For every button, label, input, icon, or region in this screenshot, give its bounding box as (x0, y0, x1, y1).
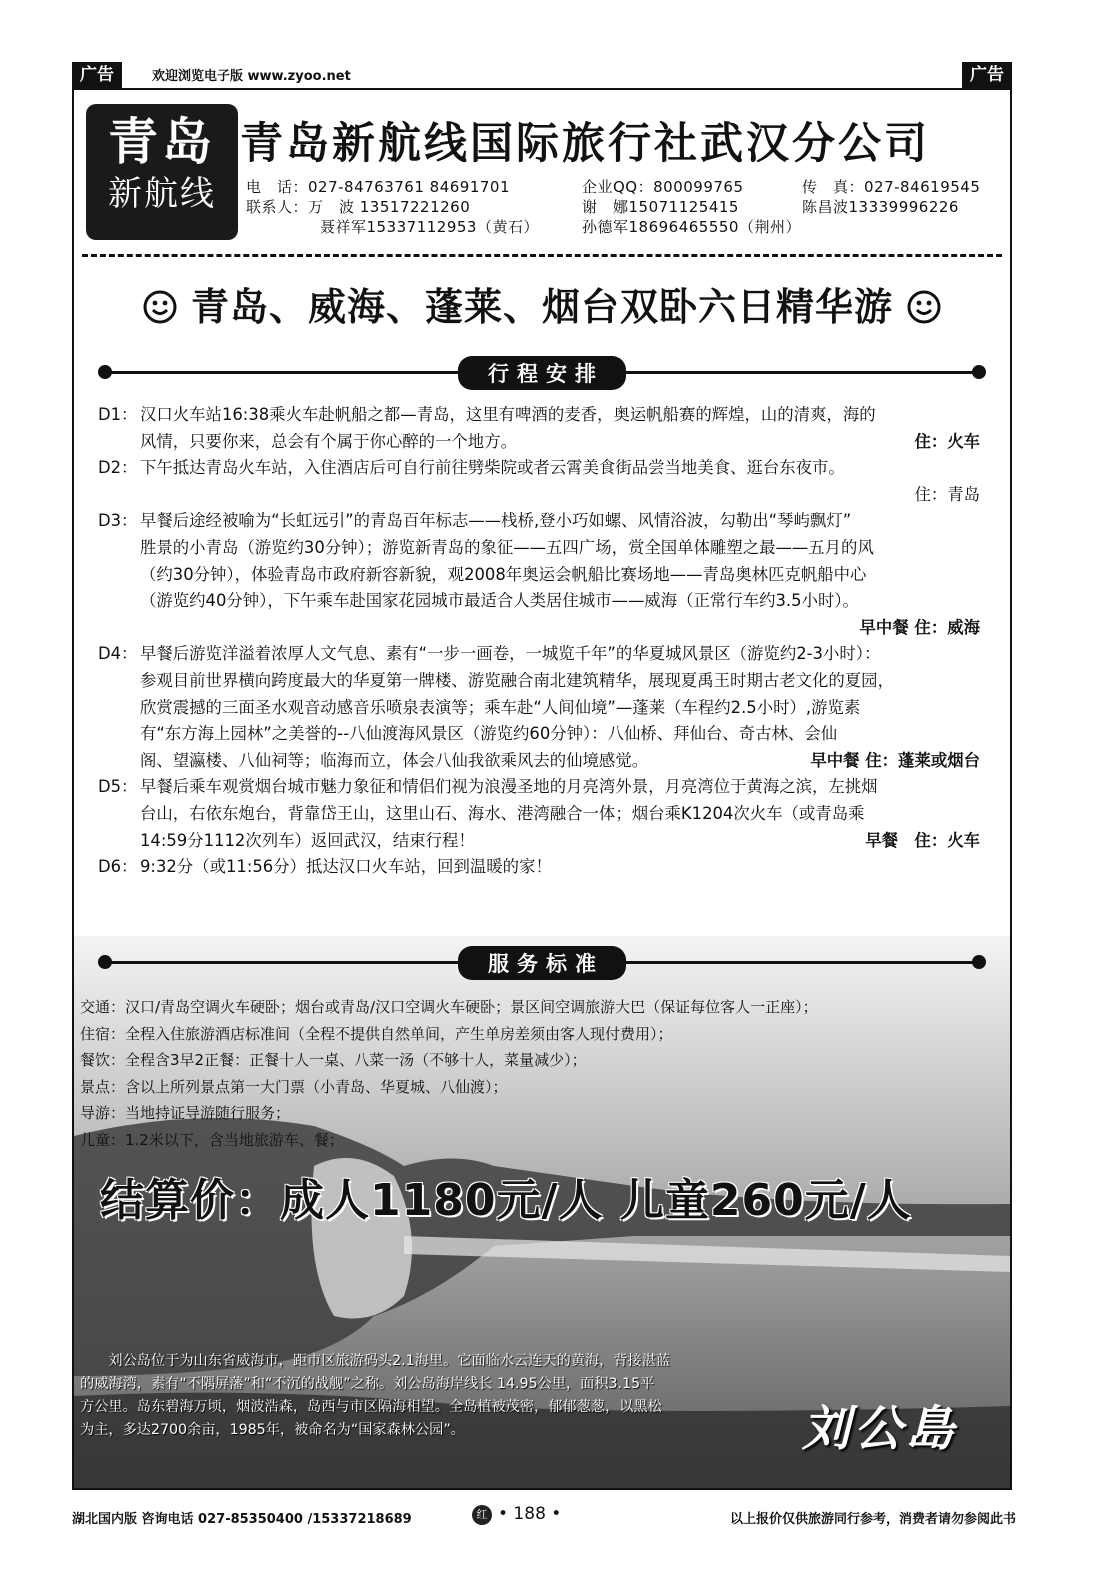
footer-contact: 湖北国内版 咨询电话 027-85350400 /15337218689 (72, 1512, 412, 1527)
itinerary-day (98, 455, 986, 508)
day-text: （约30分钟），体验青岛市政府新容新貌，观2008年奥运会帆船比赛场地——青岛奥林匹克帆船中心 (140, 564, 867, 584)
desc-line: 刘公岛位于为山东省威海市，距市区旅游码头2.1海里。它面临水云连天的黄海，背接湛蓝 (80, 1353, 671, 1369)
desc-line: 为主，多达2700余亩，1985年，被命名为“国家森林公园”。 (80, 1422, 465, 1438)
day-text: 有“东方海上园林”之美誉的--八仙渡海风景区（游览约60分钟）：八仙桥、拜仙台、奇古林、会仙 (140, 724, 838, 744)
service-heading: 服务标准 (458, 946, 626, 980)
dashed-divider (82, 254, 1002, 257)
day-key: D5： (98, 777, 138, 797)
day-text: 9:32分（或11:56分）抵达汉口火车站，回到温暖的家！ (140, 857, 552, 877)
day-text: 早餐后乘车观赏烟台城市魅力象征和情侣们视为浪漫圣地的月亮湾外景，月亮湾位于黄海之滨，左挑烟 (140, 777, 878, 797)
day-key: D3： (98, 511, 138, 531)
itinerary-section-header (102, 356, 982, 388)
smiley-icon (907, 290, 941, 324)
contact-fax: 传 真：027-84619545 (802, 178, 981, 196)
contact-person-5: 孙德军18696465550（荆州） (582, 218, 801, 236)
day-text: 早餐后途经被喻为“长虹远引”的青岛百年标志——栈桥,登小巧如螺、风情浴波，勾勒出“琴屿飘灯” (140, 511, 852, 531)
service-item: 住宿：全程入住旅游酒店标准间（全程不提供自然单间，产生单房差须由客人现付费用）； (80, 1024, 673, 1043)
day-text: 风情，只要你来，总会有个属于你心醉的一个地方。 (140, 431, 517, 451)
contact-person-3: 陈昌波13339996226 (802, 198, 959, 216)
desc-line: 的威海湾，素有“不隅屏藩”和“不沉的战舰”之称。刘公岛海岸线长 14.95公里，面积3.15平 (80, 1376, 655, 1392)
contact-phone: 电 话：027-84763761 84691701 (246, 178, 511, 196)
edition-badge-icon: 红 (472, 1505, 492, 1525)
day-key: D1： (98, 405, 138, 424)
page-footer (72, 1504, 1016, 1528)
itinerary-day (98, 774, 986, 854)
itinerary-list (98, 402, 986, 881)
contact-person-2: 谢 娜15071125415 (582, 198, 739, 216)
bullet-dot-icon (972, 955, 986, 969)
service-section-header (102, 946, 982, 978)
lodging-note: 住：火车 (914, 431, 980, 451)
service-item: 儿童：1.2米以下，含当地旅游车、餐； (80, 1130, 344, 1149)
ad-label-right: 广告 (962, 62, 1012, 88)
day-text: 阁、望瀛楼、八仙祠等；临海而立，体会八仙我欲乘风去的仙境感觉。 (140, 750, 649, 770)
footer-disclaimer: 以上报价仅供旅游同行参考，消费者请勿参阅此书 (729, 1512, 1016, 1527)
island-description (80, 1350, 800, 1442)
settlement-price: 结算价：成人1180元/人 儿童260元/人 (100, 1175, 912, 1226)
contact-person-4: 聂祥军15337112953（黄石） (320, 218, 539, 236)
calligraphy-title: 刘公島 (802, 1401, 959, 1457)
top-header-strip (72, 62, 1012, 88)
lodging-note: 早中餐 住：蓬莱或烟台 (810, 750, 980, 770)
lodging-note: 早中餐 住：威海 (859, 617, 980, 637)
itinerary-heading: 行程安排 (458, 356, 626, 390)
tour-title-text: 青岛、威海、蓬莱、烟台双卧六日精华游 (190, 285, 893, 329)
day-key: D6： (98, 857, 138, 877)
day-key: D2： (98, 458, 138, 478)
day-text: 14:59分1112次列车）返回武汉，结束行程！ (140, 830, 475, 850)
service-item: 交通：汉口/青岛空调火车硬卧；烟台或青岛/汉口空调火车硬卧；景区间空调旅游大巴（保证每位客人一正座）； (80, 998, 818, 1016)
day-text: 早餐后游览洋溢着浓厚人文气息、素有“一步一画卷，一城览千年”的华夏城风景区（游览约2-3小时）： (140, 644, 881, 664)
page-number-text: • 188 • (498, 1504, 562, 1524)
bullet-dot-icon (972, 365, 986, 379)
itinerary-day (98, 508, 986, 641)
logo-line1: 青岛 (108, 113, 216, 171)
day-text: 参观目前世界横向跨度最大的华夏第一牌楼、游览融合南北建筑精华，展现夏禹王时期古老文化的夏园， (140, 670, 894, 690)
itinerary-day (98, 641, 986, 774)
bullet-dot-icon (98, 365, 112, 379)
welcome-text: 欢迎浏览电子版 www.zyoo.net (152, 69, 351, 84)
company-name: 青岛新航线国际旅行社武汉分公司 (240, 119, 930, 169)
contact-person-1: 联系人：万 波 13517221260 (246, 198, 471, 216)
lodging-note: 住：青岛 (914, 484, 980, 504)
page-number (472, 1504, 561, 1525)
ad-label-left: 广告 (72, 62, 122, 88)
smiley-icon (143, 290, 177, 324)
service-item: 景点：含以上所列景点第一大门票（小青岛、华夏城、八仙渡）； (80, 1077, 508, 1096)
logo-line2: 新航线 (108, 174, 216, 214)
service-item: 餐饮：全程含3早2正餐：正餐十人一桌、八菜一汤（不够十人，菜量减少）； (80, 1051, 587, 1069)
bullet-dot-icon (98, 955, 112, 969)
contact-qq: 企业QQ：800099765 (582, 178, 744, 196)
service-item: 导游：当地持证导游随行服务； (80, 1104, 291, 1122)
company-logo (86, 104, 238, 240)
ad-frame (72, 88, 1012, 1490)
itinerary-day (98, 854, 986, 881)
day-text: 下午抵达青岛火车站，入住酒店后可自行前往劈柴院或者云霄美食街品尝当地美食、逛台东夜市。 (140, 458, 845, 478)
day-key: D4： (98, 644, 138, 664)
service-list (80, 994, 818, 1153)
day-text: 欣赏震撼的三面圣水观音动感音乐喷泉表演等；乘车赴“人间仙境”—蓬莱（车程约2.5小时）,游览素 (140, 697, 861, 717)
lodging-note: 早餐 住：火车 (865, 830, 980, 850)
day-text: 胜景的小青岛（游览约30分钟）；游览新青岛的象征——五四广场，赏全国单体雕塑之最——五月的风 (140, 537, 874, 557)
desc-line: 方公里。岛东碧海万顷，烟波浩森，岛西与市区隔海相望。全岛植被茂密，郁郁葱葱，以黑松 (80, 1399, 662, 1415)
tour-title (74, 276, 1010, 331)
day-text: 台山，右依东炮台，背靠岱王山，这里山石、海水、港湾融合一体；烟台乘K1204次火车（或青岛乘 (140, 803, 865, 823)
day-text: （游览约40分钟），下午乘车赴国家花园城市最适合人类居住城市——威海（正常行车约3.5小时）。 (140, 591, 859, 611)
day-text: 汉口火车站16:38乘火车赴帆船之都—青岛，这里有啤酒的麦香，奥运帆船赛的辉煌，山的清爽，海的 (140, 405, 876, 424)
itinerary-day (98, 402, 986, 455)
